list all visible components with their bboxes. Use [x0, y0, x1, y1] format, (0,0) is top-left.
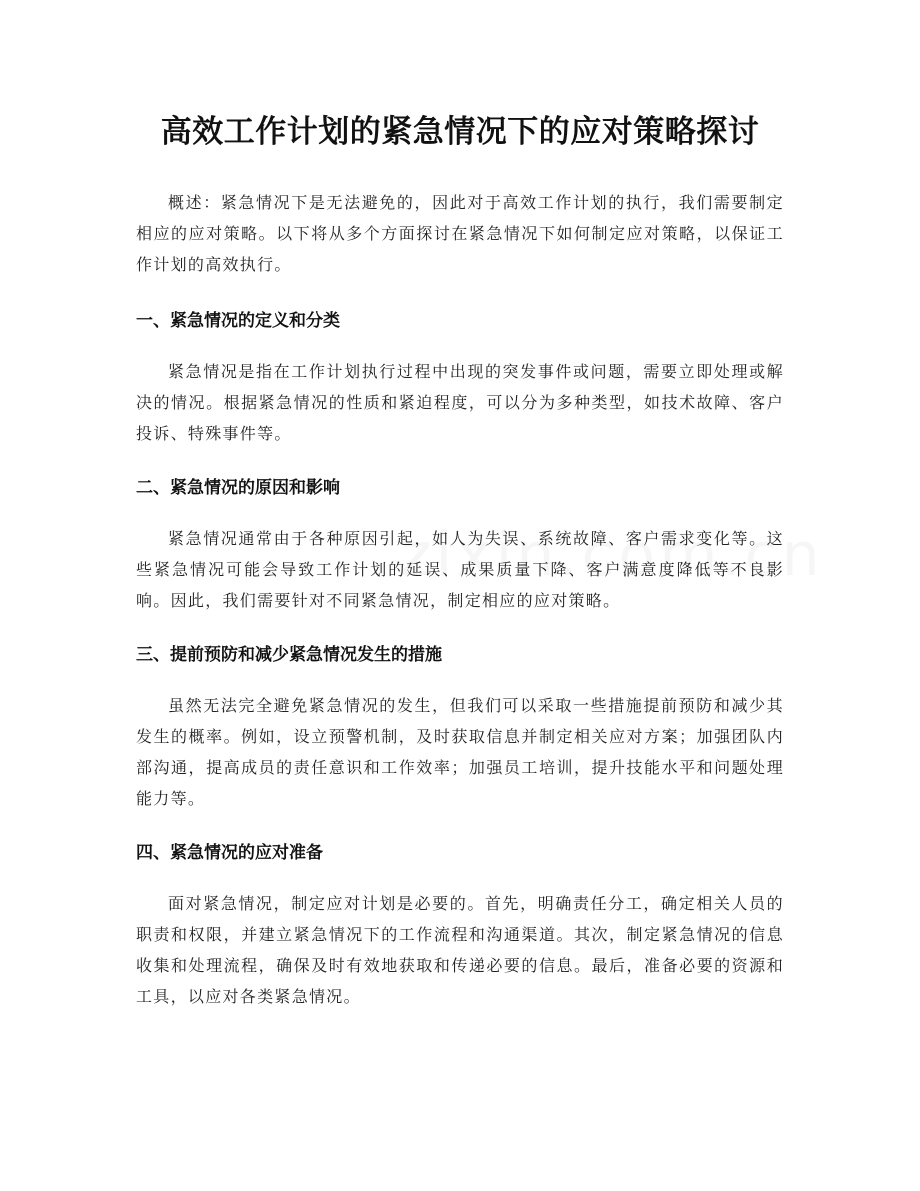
section-heading: 二、紧急情况的原因和影响: [136, 478, 340, 498]
section-heading: 四、紧急情况的应对准备: [136, 843, 323, 863]
section-1: [136, 306, 784, 449]
document-title: 高效工作计划的紧急情况下的应对策略探讨: [160, 114, 760, 150]
section-body: 紧急情况是指在工作计划执行过程中出现的突发事件或问题，需要立即处理或解决的情况。根据紧急情况的性质和紧迫程度，可以分为多种类型，如技术故障、客户投诉、特殊事件等。: [136, 362, 784, 443]
section-3: [136, 640, 784, 814]
section-heading: 一、紧急情况的定义和分类: [136, 311, 340, 331]
section-2: [136, 473, 784, 616]
section-body: 紧急情况通常由于各种原因引起，如人为失误、系统故障、客户需求变化等。这些紧急情况可能会导致工作计划的延误、成果质量下降、客户满意度降低等不良影响。因此，我们需要针对不同紧急情况，制定相应的应对策略。: [136, 529, 784, 610]
section-heading: 三、提前预防和减少紧急情况发生的措施: [136, 645, 442, 665]
section-4: [136, 838, 784, 1012]
section-body: 虽然无法完全避免紧急情况的发生，但我们可以采取一些措施提前预防和减少其发生的概率。例如，设立预警机制，及时获取信息并制定相关应对方案；加强团队内部沟通，提高成员的责任意识和工作效率；加强员工培训，提升技能水平和问题处理能力等。: [136, 696, 784, 808]
section-body: 面对紧急情况，制定应对计划是必要的。首先，明确责任分工，确定相关人员的职责和权限，并建立紧急情况下的工作流程和沟通渠道。其次，制定紧急情况的信息收集和处理流程，确保及时有效地获取和传递必要的信息。最后，准备必要的资源和工具，以应对各类紧急情况。: [136, 894, 784, 1006]
intro-paragraph: 概述：紧急情况下是无法避免的，因此对于高效工作计划的执行，我们需要制定相应的应对策略。以下将从多个方面探讨在紧急情况下如何制定应对策略，以保证工作计划的高效执行。: [136, 193, 784, 274]
